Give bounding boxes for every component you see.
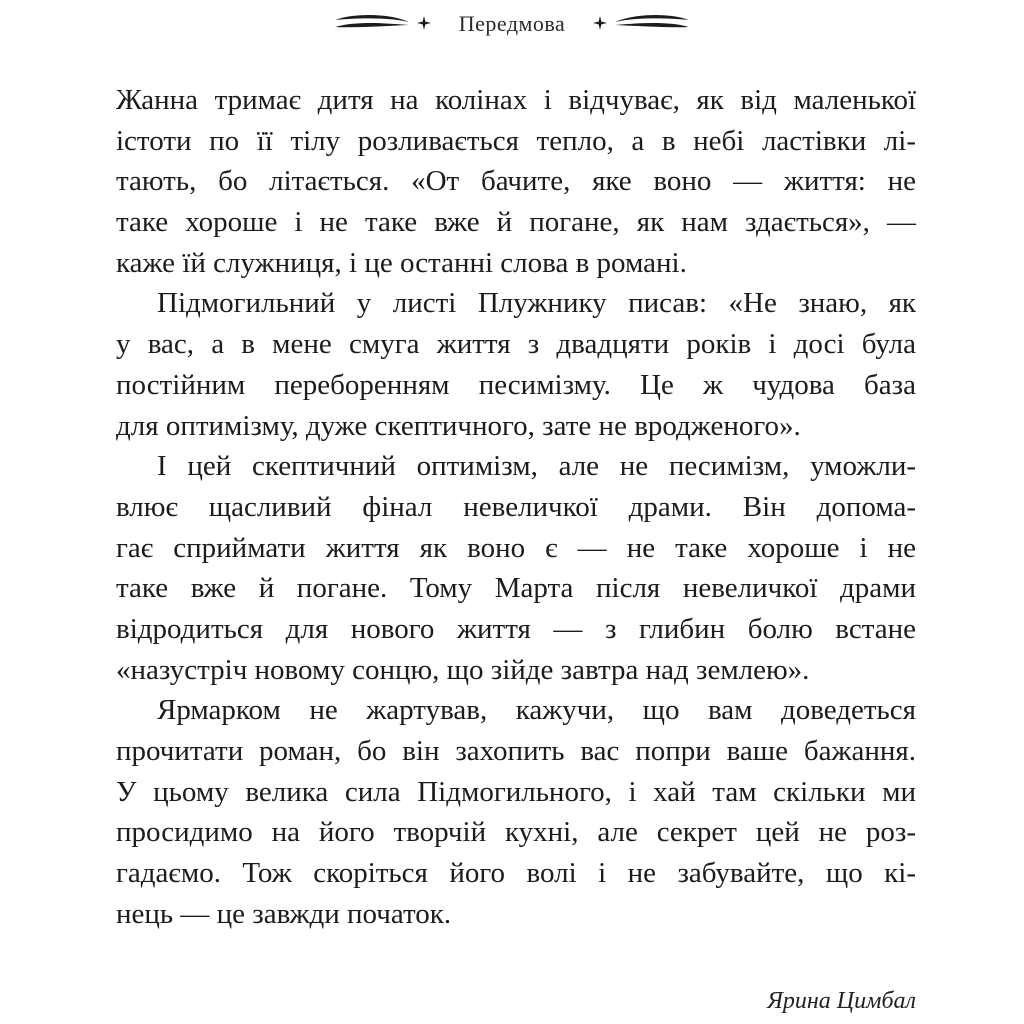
paragraph bbox=[116, 446, 916, 690]
body-text bbox=[116, 80, 916, 934]
text-line: таке вже й погане. Тому Марта після невеличкої драми bbox=[116, 572, 916, 605]
left-star-icon bbox=[417, 15, 431, 34]
text-line: І цей скептичний оптимізм, але не песимізм, уможли- bbox=[157, 450, 916, 483]
paragraph bbox=[116, 80, 916, 283]
text-line: відродиться для нового життя — з глибин болю встане bbox=[116, 612, 916, 645]
text-line: тають, бо літається. «От бачите, яке воно — життя: не bbox=[116, 165, 916, 198]
text-line: каже їй служниця, і це останні слова в романі. bbox=[116, 246, 687, 279]
text-line: У цьому велика сила Підмогильного, і хай там скільки ми bbox=[116, 775, 916, 808]
text-line: Підмогильний у листі Плужнику писав: «Не знаю, як bbox=[157, 287, 916, 320]
author-signature: Ярина Цимбал bbox=[767, 988, 916, 1014]
text-line: «назустріч новому сонцю, що зійде завтра над землею». bbox=[116, 653, 810, 686]
text-line: гає сприймати життя як воно є — не таке хороше і не bbox=[116, 531, 916, 564]
text-line: для оптимізму, дуже скептичного, зате не вродженого». bbox=[116, 409, 801, 442]
text-line: постійним переборенням песимізму. Це ж чудова база bbox=[116, 368, 916, 401]
text-line: гадаємо. Тож скоріться його волі і не забувайте, що кі- bbox=[116, 857, 916, 890]
text-line: влює щасливий фінал невеличкої драми. Він допома- bbox=[116, 490, 916, 523]
left-leaf-ornament-icon bbox=[333, 13, 411, 35]
paragraph bbox=[116, 283, 916, 446]
text-line: прочитати роман, бо він захопить вас попри ваше бажання. bbox=[116, 735, 916, 767]
text-line: істоти по її тілу розливається тепло, а в небі ластівки лі- bbox=[116, 124, 916, 157]
right-leaf-ornament-icon bbox=[613, 13, 691, 35]
section-title: Передмова bbox=[458, 11, 566, 36]
right-star-icon bbox=[593, 15, 607, 34]
text-line: просидимо на його творчій кухні, але секрет цей не роз- bbox=[116, 816, 916, 849]
text-line: таке хороше і не таке вже й погане, як нам здається», — bbox=[116, 206, 916, 239]
text-line: Жанна тримає дитя на колінах і відчуває, як від маленької bbox=[116, 84, 916, 116]
running-head bbox=[0, 8, 1024, 40]
text-line: у вас, а в мене смуга життя з двадцяти років і досі була bbox=[116, 328, 916, 361]
text-line: нець — це завжди початок. bbox=[116, 897, 452, 930]
text-line: Ярмарком не жартував, кажучи, що вам доведеться bbox=[157, 694, 916, 727]
paragraph bbox=[116, 690, 916, 934]
